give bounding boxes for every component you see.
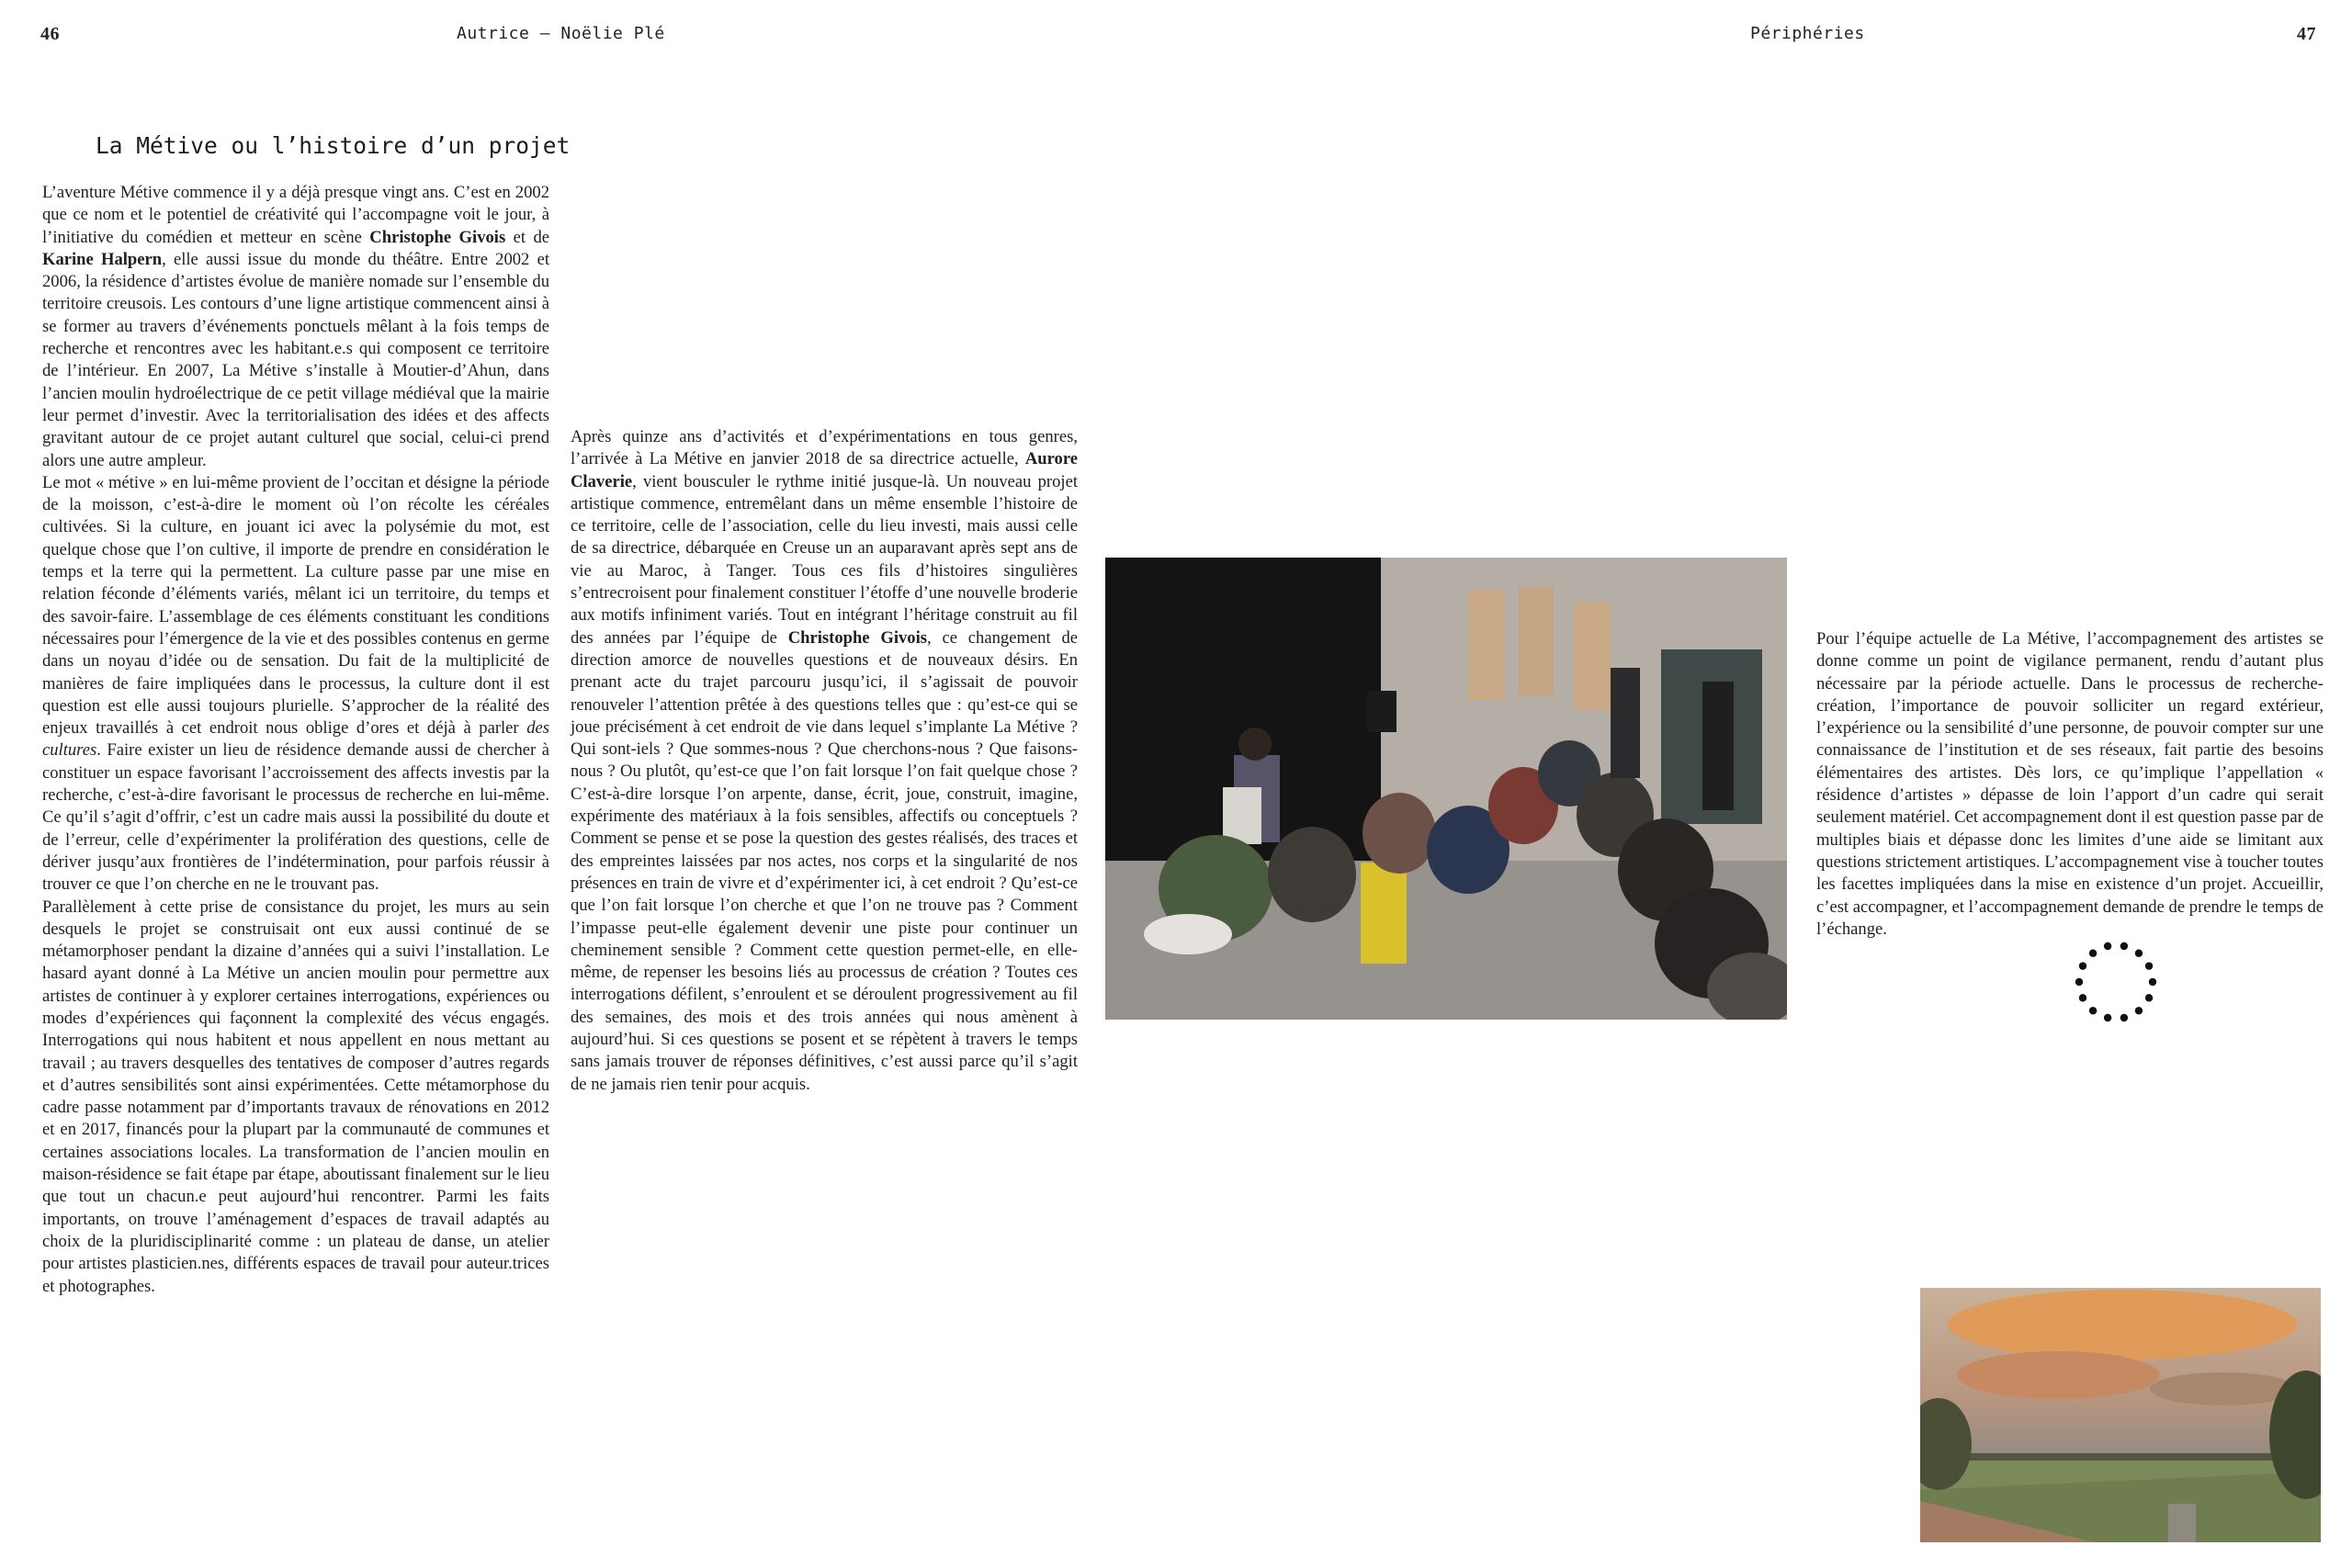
ornament-dot bbox=[2145, 962, 2153, 969]
text-run: Après quinze ans d’activités et d’expérimentations en tous genres, l’arrivée à La Métive en janvier 2018 de sa directrice actuelle, bbox=[571, 427, 1078, 469]
ornament-dot bbox=[2135, 950, 2143, 957]
text-column-1 bbox=[42, 182, 549, 1298]
landscape-sunset-photo bbox=[1920, 1288, 2321, 1542]
bold-name: Christophe Givois bbox=[787, 627, 927, 648]
ornament-dot bbox=[2104, 942, 2111, 950]
ornament-dot bbox=[2120, 942, 2128, 950]
workshop-audience-photo bbox=[1105, 558, 1787, 1020]
paragraph bbox=[42, 182, 549, 472]
ornament-dot bbox=[2089, 950, 2097, 957]
text-run: . Faire exister un lieu de résidence demande aussi de chercher à constituer un espace favorisant l’accroissement des affects investis par la recherche, c’est-à-dire favorisant le processus de recherche en lui-même. Ce qu’il s’agit d’offrir, c’est un cadre mais aussi la possibilité du doute et de l’erreur, celle d’expérimenter la prolifération des questions, celle de dériver jusqu’aux frontières de l’indétermination, pour parfois réussir à trouver ce que l’on cherche en ne le trouvant pas. bbox=[42, 740, 549, 895]
text-column-2 bbox=[571, 426, 1078, 1096]
ornament-dot bbox=[2089, 1007, 2097, 1014]
text-run: Pour l’équipe actuelle de La Métive, l’accompagnement des artistes se donne comme un point de vigilance permanent, rendu d’autant plus nécessaire par la période actuelle. Dans le processus de recherche-création, l’importance de pouvoir solliciter un regard extérieur, l’expérience ou la sensibilité d’une personne, de pouvoir compter sur une connaissance de l’institution et de ses réseaux, fait partie des besoins élémentaires des artistes. Dès lors, ce qu’implique l’appellation « résidence d’artistes » dépasse de loin l’apport d’un cadre qui serait seulement matériel. Cet accompagnement dont il est question passe par de multiples biais et dépasse donc les limites d’une aide se limitant aux questions strictement artistiques. L’accompagnement vise à toucher toutes les facettes impliquées dans la mise en existence d’un projet. Accueillir, c’est accompagner, et l’accompagnement demande de prendre le temps de l’échange. bbox=[1816, 629, 2324, 939]
ornament-dot bbox=[2149, 978, 2156, 986]
ornament-dot bbox=[2079, 962, 2086, 969]
text-run: Le mot « métive » en lui-même provient de l’occitan et désigne la période de la moisson, c’est-à-dire le moment où l’on récolte les céréales cultivées. Si la culture, en jouant ici avec la polysémie du mot, est quelque chose que l’on cultive, il importe de prendre en considération le temps et la terre qui la permettent. La culture passe par une mise en relation féconde d’éléments variés, mêlant ici un territoire, du temps et des savoir-faire. L’assemblage de ces éléments constituant les conditions nécessaires pour l’émergence de la vie et des possibles contenus en germe dans un noyau d’idée ou de sensation. Du fait de la multiplicité de manières de faire impliquées dans le processus, la culture dont il est question est elle aussi toujours plurielle. S’approcher de la réalité des enjeux travaillés à cet endroit nous oblige d’ores et déjà à parler bbox=[42, 472, 549, 739]
italic-phrase: des cultures bbox=[42, 718, 549, 761]
text-column-3 bbox=[1816, 628, 2324, 941]
bold-name: Christophe Givois bbox=[369, 227, 506, 247]
paragraph bbox=[42, 472, 549, 897]
paragraph bbox=[1816, 628, 2324, 941]
text-run: , ce changement de direction amorce de nouvelles questions et de nouveaux désirs. En prenant acte du trajet parcouru jusqu’ici, il s’agissait de pouvoir renouveler l’attention prêtée à des questions telles que : qu’est-ce qui se joue précisément à cet endroit de vie dans lequel s’implante La Métive ? Qui sont-iels ? Que sommes-nous ? Que cherchons-nous ? Que faisons-nous ? Ou plutôt, qu’est-ce que l’on fait lorsque l’on fait quelque chose ? C’est-à-dire lorsque l’on arpente, danse, écrit, joue, construit, imagine, expérimente des matériaux à la fois sensibles, affectifs ou conceptuels ? Comment se pense et se pose la question des gestes réalisés, des traces et des empreintes laissées par nos actes, nos corps et la singularité de nos présences en train de vivre et d’expérimenter ici, à cet endroit ? Qu’est-ce que l’on fait lorsque l’on cherche et que l’on ne trouve pas ? Comment l’impasse peut-elle également devenir une piste pour continuer un cheminement sensible ? Comment cette question permet-elle, en elle-même, de repenser les besoins liés au processus de création ? Toutes ces interrogations défilent, s’enroulent et se déroulent progressivement au fil des semaines, des mois et des trois années qui nous amènent à aujourd’hui. Si ces questions se posent et se répètent à travers le temps sans jamais trouver de réponses définitives, c’est aussi parce qu’il s’agit de ne jamais rien tenir pour acquis. bbox=[571, 627, 1078, 1094]
text-run: et de bbox=[505, 227, 549, 247]
text-run: L’aventure Métive commence il y a déjà presque vingt ans. C’est en 2002 que ce nom et le potentiel de créativité qui l’accompagne voit le jour, à l’initiative du comédien et metteur en scène bbox=[42, 183, 549, 247]
bold-name: Karine Halpern bbox=[42, 249, 163, 269]
ornament-dot bbox=[2135, 1007, 2143, 1014]
ornament-dot bbox=[2075, 978, 2083, 986]
ornament-dot bbox=[2079, 994, 2086, 1001]
page-number-right: 47 bbox=[2297, 24, 2316, 44]
ornament-dot bbox=[2120, 1014, 2128, 1021]
running-head-section: Périphéries bbox=[1750, 24, 1865, 43]
text-run: Parallèlement à cette prise de consistance du projet, les murs au sein desquels le projet se construisait ont eux aussi continué de se métamorphoser pendant la dizaine d’années qui a suivi l’installation. Le hasard ayant donné à La Métive un ancien moulin pour permettre aux artistes de continuer à y explorer certaines interrogations, expériences ou modes d’expériences qui façonnent la complexité des vécus engagés. Interrogations qui nous habitent et nous appellent en nous mettant au travail ; au travers desquelles des tentatives de composer d’autres regards et d’autres sensibilités sont ainsi expérimentées. Cette métamorphose du cadre passe notamment par d’importants travaux de rénovations en 2012 et en 2017, financés pour la plupart par la communauté de communes et certaines associations locales. La transformation de l’ancien moulin en maison-résidence se fait étape par étape, aboutissant finalement sur le lieu que tout un chacun.e peut aujourd’hui rencontrer. Parmi les faits importants, on trouve l’aménagement d’espaces de travail adaptés au choix de la pluridisciplinarité comme : un plateau de danse, un atelier pour artistes plasticien.nes, différents espaces de travail pour auteur.trices et photographes. bbox=[42, 897, 549, 1296]
ornament-dot bbox=[2145, 994, 2153, 1001]
bold-name: Aurore Claverie bbox=[571, 449, 1078, 491]
dot-ring-ornament bbox=[2073, 939, 2159, 1025]
ornament-dot bbox=[2104, 1014, 2111, 1021]
section-title: La Métive ou l’histoire d’un projet bbox=[96, 132, 571, 159]
text-run: , elle aussi issue du monde du théâtre. Entre 2002 et 2006, la résidence d’artistes évolue de manière nomade sur l’ensemble du territoire creusois. Les contours d’une ligne artistique commencent ainsi à se former au travers d’événements ponctuels mêlant à la fois temps de recherche et rencontres avec les habitant.e.s qui composent ce territoire de l’intérieur. En 2007, La Métive s’installe à Moutier-d’Ahun, dans l’ancien moulin hydroélectrique de ce petit village médiéval que la mairie leur permet d’investir. Avec la territorialisation des idées et des affects gravitant autour de ce projet autant culturel que social, celui-ci prend alors une autre ampleur. bbox=[42, 249, 549, 470]
page-number-left: 46 bbox=[40, 24, 60, 44]
running-head-author: Autrice — Noëlie Plé bbox=[457, 24, 665, 43]
paragraph bbox=[571, 426, 1078, 1096]
text-run: , vient bousculer le rythme initié jusque-là. Un nouveau projet artistique commence, entremêlant dans un même ensemble l’histoire de ce territoire, celle de l’association, celle du lieu investi, mais aussi celle de sa directrice, débarquée en Creuse un an auparavant après sept ans de vie au Maroc, à Tanger. Tous ces fils d’histoires singulières s’entrecroisent pour finalement constituer l’étoffe d’une nouvelle broderie aux motifs infiniment variés. Tout en intégrant l’héritage construit au fil des années par l’équipe de bbox=[571, 471, 1078, 648]
paragraph bbox=[42, 897, 549, 1298]
